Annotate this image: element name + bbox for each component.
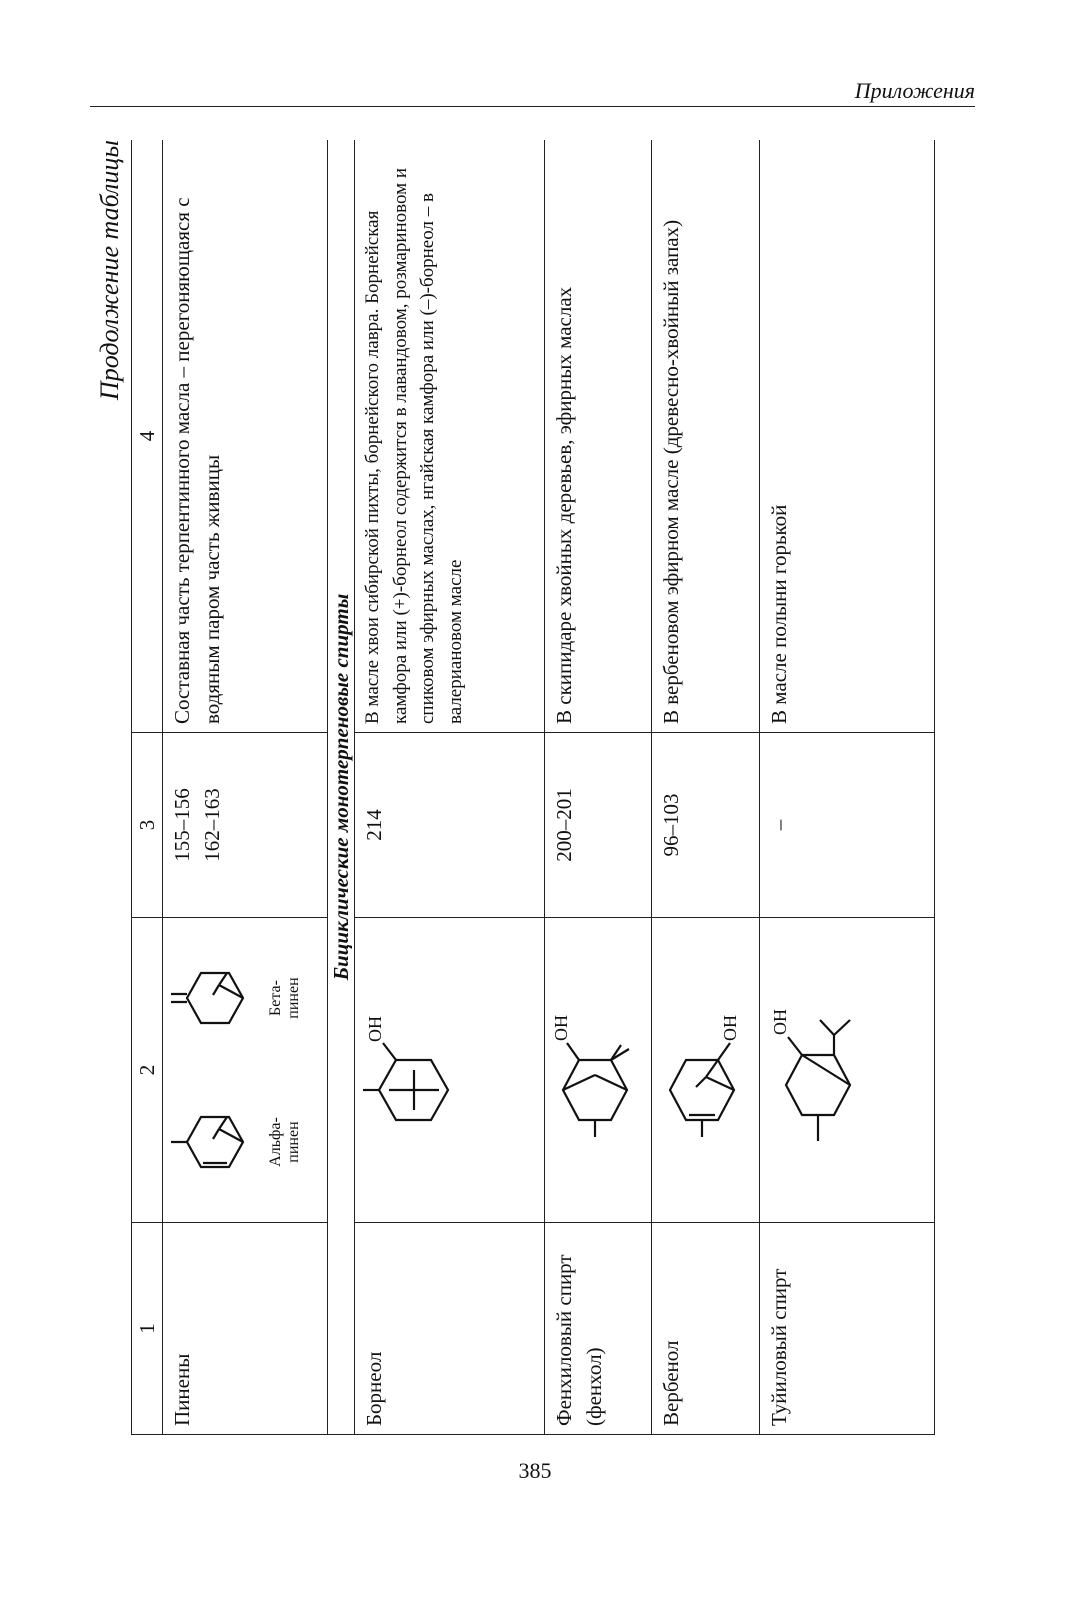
table-row bbox=[759, 140, 934, 1435]
structure-cell bbox=[355, 918, 545, 1223]
compound-name: Борнеол bbox=[355, 1223, 545, 1435]
compound-name: Туйиловый спирт bbox=[759, 1223, 934, 1435]
table-row bbox=[355, 140, 545, 1435]
compound-name: Фенхиловый спирт (фенхол) bbox=[545, 1223, 652, 1435]
compound-name: Вербенол bbox=[652, 1223, 759, 1435]
occurrence: Составная часть терпентинного масла – перегоняющаяся с водяным паром часть живицы bbox=[163, 140, 328, 733]
terpene-table bbox=[131, 140, 935, 1435]
structure-cell bbox=[759, 918, 934, 1223]
page-number: 385 bbox=[518, 1458, 552, 1483]
structure-cell bbox=[163, 918, 328, 1223]
table-caption: Продолжение таблицы bbox=[95, 140, 124, 401]
fenchol-structure-icon bbox=[549, 995, 639, 1145]
structure-cell bbox=[545, 918, 652, 1223]
section-row bbox=[328, 140, 355, 1435]
boiling-point: 96–103 bbox=[652, 733, 759, 918]
occurrence: В скипидаре хвойных деревьев, эфирных маслах bbox=[545, 140, 652, 733]
boiling-point: 200–201 bbox=[545, 733, 652, 918]
hydroxyl-label: OH bbox=[551, 1015, 571, 1041]
compound-name: Пинены bbox=[163, 1223, 328, 1435]
column-number: 2 bbox=[132, 918, 163, 1223]
section-title: Бициклические монотерпеновые спирты bbox=[328, 140, 355, 1435]
column-number: 1 bbox=[132, 1223, 163, 1435]
occurrence: В вербеновом эфирном масле (древесно-хвойный запах) bbox=[652, 140, 759, 733]
running-header bbox=[90, 78, 975, 107]
boiling-point: – bbox=[759, 733, 934, 918]
rotated-table-area bbox=[95, 140, 960, 1435]
header-title: Приложения bbox=[854, 78, 975, 103]
occurrence: В масле полыни горькой bbox=[759, 140, 934, 733]
hydroxyl-label: OH bbox=[365, 1016, 385, 1042]
column-number-row bbox=[132, 140, 163, 1435]
boiling-point: 214 bbox=[355, 733, 545, 918]
column-number: 4 bbox=[132, 140, 163, 733]
thujol-structure-icon bbox=[764, 985, 874, 1155]
hydroxyl-label: OH bbox=[769, 1009, 790, 1035]
occurrence: В масле хвои сибирской пихты, борнейского лавра. Борнейская камфора или (+)-борнеол содержится в лавандовом, розмариновом и спиковом эфирных маслах, нгайская камфора или (–)-борнеол – в валериановом масле bbox=[355, 140, 545, 733]
beta-pinene-structure-icon bbox=[167, 953, 267, 1043]
boiling-point: 155–156 162–163 bbox=[163, 733, 328, 918]
verbenol-structure-icon bbox=[656, 995, 746, 1145]
column-number: 3 bbox=[132, 733, 163, 918]
structure-label: Альфа-пинен bbox=[267, 1117, 302, 1167]
structure-cell bbox=[652, 918, 759, 1223]
table-row bbox=[652, 140, 759, 1435]
alpha-pinene-structure-icon bbox=[167, 1097, 267, 1187]
table-row bbox=[545, 140, 652, 1435]
table-row bbox=[163, 140, 328, 1435]
hydroxyl-label: OH bbox=[720, 1015, 741, 1041]
borneol-structure-icon bbox=[359, 995, 469, 1145]
structure-label: Бета-пинен bbox=[267, 977, 302, 1019]
table-page bbox=[95, 140, 960, 1435]
